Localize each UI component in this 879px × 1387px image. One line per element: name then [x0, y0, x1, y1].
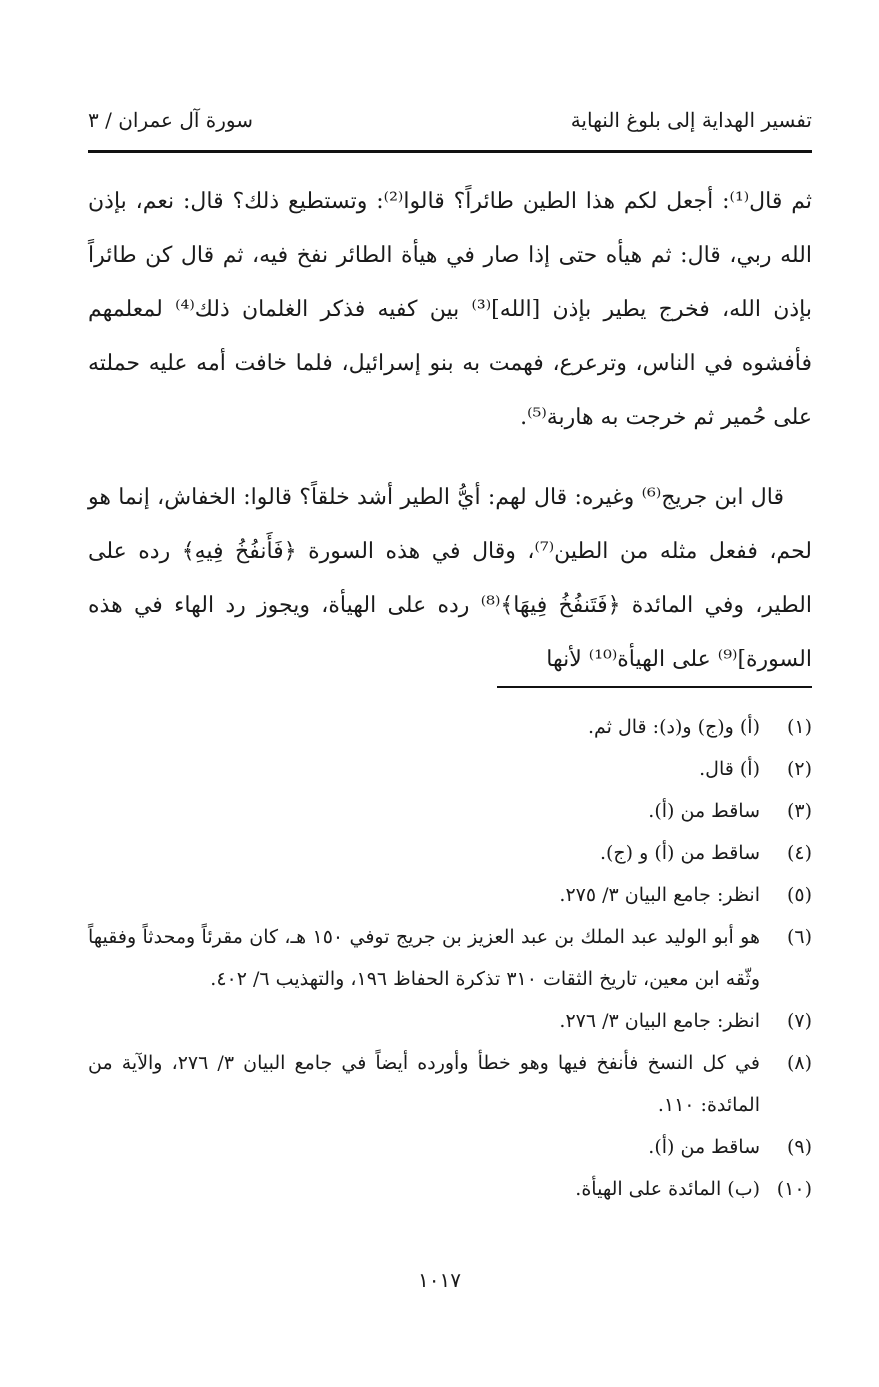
main-text: [88, 175, 812, 687]
footnote-number: (٦): [786, 926, 812, 948]
footnote-separator: [497, 686, 812, 688]
footnote-text: هو أبو الوليد عبد الملك بن عبد العزيز بن جريج توفي ١٥٠ هـ، كان مقرئاً ومحدثاً وفقيهاً وثّقه ابن معين، تاريخ الثقات ٣١٠ تذكرة الحفاظ ١٩٦، والتهذيب ٦/ ٤٠٢.: [88, 926, 760, 990]
footnote-text: انظر: جامع البيان ٣/ ٢٧٥.: [559, 884, 760, 906]
footnote-text: في كل النسخ فأنفخ فيها وهو خطأ وأورده أيضاً في جامع البيان ٣/ ٢٧٦، والآية من المائدة: ١١٠.: [88, 1052, 760, 1116]
footnote-text: (ب) المائدة على الهيأة.: [575, 1178, 760, 1200]
footnote-number: (٥): [786, 884, 812, 906]
running-header: [88, 108, 812, 144]
paragraph: قال ابن جريج⁽⁶⁾ وغيره: قال لهم: أيُّ الطير أشد خلقاً؟ قالوا: الخفاش، إنما هو لحم، ففعل مثله من الطين⁽⁷⁾، وقال في هذه السورة ﴿فَأَنفُخُ فِيهِ﴾ رده على الطير، وفي المائدة ﴿فَتَنفُخُ فِيهَا﴾⁽⁸⁾ رده على الهيأة، ويجوز رد الهاء في هذه السورة]⁽⁹⁾ على الهيأة⁽¹⁰⁾ لأنها: [88, 485, 812, 672]
footnote-number: (١): [786, 716, 812, 738]
page-number: ١٠١٧: [418, 1268, 461, 1292]
footnote: [88, 832, 812, 874]
footnote-text: ساقط من (أ) و (ج).: [599, 842, 760, 864]
footnote: [88, 748, 812, 790]
footnotes: [88, 706, 812, 1210]
surah-reference: سورة آل عمران / ٣: [88, 108, 254, 132]
footnote: [88, 706, 812, 748]
footnote-text: ساقط من (أ).: [648, 1136, 760, 1158]
footnote-number: (٢): [786, 758, 812, 780]
footnote-text: (أ) و(ج) و(د): قال ثم.: [587, 716, 760, 738]
footnote-number: (٨): [786, 1052, 812, 1074]
footnote-text: ساقط من (أ).: [648, 800, 760, 822]
header-rule: [88, 150, 812, 153]
footnote: [88, 916, 812, 1000]
footnote: [88, 790, 812, 832]
footnote-number: (٣): [786, 800, 812, 822]
footnote-number: (٤): [786, 842, 812, 864]
paragraph: ثم قال⁽¹⁾: أجعل لكم هذا الطين طائراً؟ قالوا⁽²⁾: وتستطيع ذلك؟ قال: نعم، بإذن الله ربي، قال: ثم هيأه حتى إذا صار في هيأة الطائر نفخ فيه، ثم قال كن طائراً بإذن الله، فخرج يطير بإذن [الله]⁽³⁾ بين كفيه فذكر الغلمان ذلك⁽⁴⁾ لمعلمهم فأفشوه في الناس، وترعرع، فهمت به بنو إسرائيل، فلما خافت أمه عليه حملته على حُمير ثم خرجت به هاربة⁽⁵⁾.: [88, 189, 813, 430]
footnote: [88, 1168, 812, 1210]
footnote: [88, 1000, 812, 1042]
footnote-text: (أ) قال.: [699, 758, 760, 780]
footnote: [88, 1042, 812, 1126]
footnote-number: (٩): [786, 1136, 812, 1158]
footnote-text: انظر: جامع البيان ٣/ ٢٧٦.: [559, 1010, 760, 1032]
footnote-number: (٧): [786, 1010, 812, 1032]
book-title: تفسير الهداية إلى بلوغ النهاية: [570, 108, 812, 132]
footnote: [88, 1126, 812, 1168]
footnote-number: (١٠): [776, 1178, 812, 1200]
footnote: [88, 874, 812, 916]
